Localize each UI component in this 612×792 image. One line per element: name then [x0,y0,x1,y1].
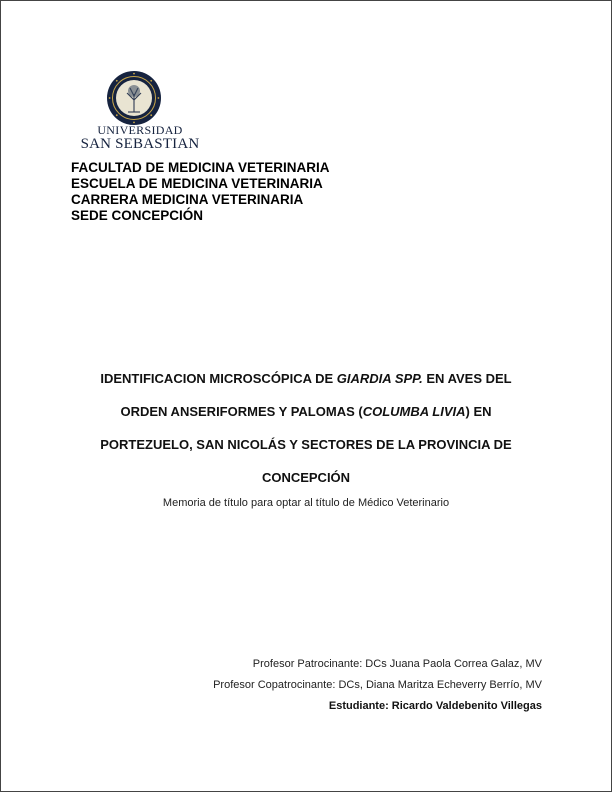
logo-text-san-sebastian: SAN SEBASTIAN [80,136,200,152]
title-italic-text: COLUMBA LIVIA [362,404,466,419]
school-line: ESCUELA DE MEDICINA VETERINARIA [71,176,323,191]
sponsor-professor: Profesor Patrocinante: DCs Juana Paola Correa Galaz, MV [252,658,542,670]
title-text: ORDEN ANSERIFORMES Y PALOMAS ( [120,404,363,419]
title-text: ) EN [465,404,492,419]
title-text: EN AVES DEL [422,371,512,386]
title-italic-text: GIARDIA SPP. [336,371,423,386]
cosponsor-professor: Profesor Copatrocinante: DCs, Diana Maritza Echeverry Berrío, MV [213,679,542,691]
people-block [213,654,542,717]
thesis-subtitle: Memoria de título para optar al título de Médico Veterinario [162,497,450,509]
university-logo [80,68,200,152]
title-line-3: PORTEZUELO, SAN NICOLÁS Y SECTORES DE LA PROVINCIA DE [100,437,512,452]
title-line-4: CONCEPCIÓN [261,470,351,485]
career-line: CARRERA MEDICINA VETERINARIA [71,192,304,207]
thesis-title [40,366,572,498]
faculty-block [71,160,330,224]
title-text: IDENTIFICACION MICROSCÓPICA DE [100,371,337,386]
campus-line: SEDE CONCEPCIÓN [71,208,204,223]
student-name: Estudiante: Ricardo Valdebenito Villegas [328,700,542,712]
title-line-1 [40,366,572,399]
university-seal-icon [106,70,162,126]
logo-text-universidad: UNIVERSIDAD [97,123,183,137]
title-line-2 [40,399,572,432]
faculty-line: FACULTAD DE MEDICINA VETERINARIA [71,160,330,175]
